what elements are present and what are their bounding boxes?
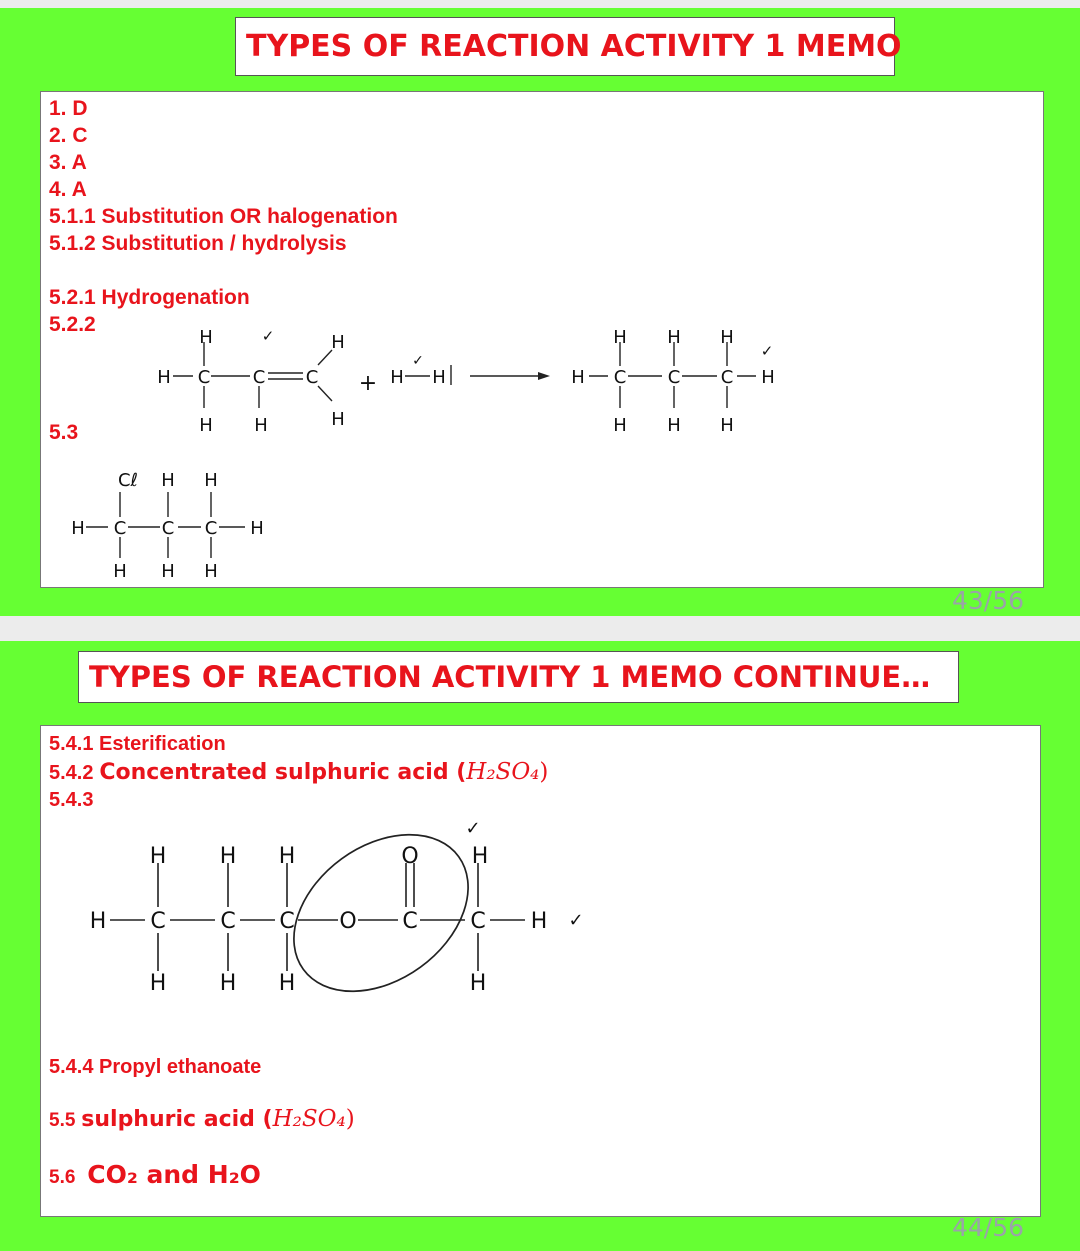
atom-h: H xyxy=(219,844,237,869)
atom-h: H xyxy=(530,909,548,934)
hydrogenation-equation xyxy=(0,8,1080,616)
atom-h: H xyxy=(149,844,167,869)
atom-c: C xyxy=(667,367,681,388)
atom-h: H xyxy=(204,561,218,582)
atom-h: H xyxy=(667,327,681,348)
atom-c: C xyxy=(305,367,319,388)
atom-o: O xyxy=(401,844,419,869)
answer-5-1-1: 5.1.1 Substitution OR halogenation xyxy=(49,205,398,228)
slide-44 xyxy=(0,641,1080,1251)
slide-title-text: TYPES OF REACTION ACTIVITY 1 MEMO CONTINUE… xyxy=(89,660,931,694)
atom-h: H xyxy=(219,971,237,996)
formula-h2so4: H₂SO₄ xyxy=(466,759,540,785)
answer-3: 3. A xyxy=(49,151,87,174)
atom-c: C xyxy=(613,367,627,388)
atom-h: H xyxy=(331,409,345,430)
answer-5-4-3: 5.4.3 xyxy=(49,789,94,811)
atom-h: H xyxy=(761,367,775,388)
answer-text: sulphuric acid ( xyxy=(81,1107,273,1132)
page-number: 44/56 xyxy=(952,1213,1025,1242)
page-number: 43/56 xyxy=(952,586,1025,615)
answer-text: CO₂ and H₂O xyxy=(87,1160,261,1189)
tick-icon: ✓ xyxy=(465,818,481,839)
atom-h: H xyxy=(199,327,213,348)
atom-h: H xyxy=(199,415,213,436)
atom-c: C xyxy=(279,909,295,934)
answer-5-4-1: 5.4.1 Esterification xyxy=(49,733,226,755)
atom-h: H xyxy=(390,367,404,388)
answer-number: 5.6 xyxy=(49,1167,76,1188)
atom-h: H xyxy=(250,518,264,539)
atom-c: C xyxy=(161,518,175,539)
answer-number: 5.5 xyxy=(49,1110,76,1131)
answer-5-3: 5.3 xyxy=(49,421,79,444)
tick-icon: ✓ xyxy=(261,327,275,345)
atom-h: H xyxy=(161,561,175,582)
atom-h: H xyxy=(720,415,734,436)
atom-c: C xyxy=(470,909,486,934)
atom-h: H xyxy=(471,844,489,869)
atom-h: H xyxy=(278,971,296,996)
atom-h: H xyxy=(149,971,167,996)
atom-h: H xyxy=(113,561,127,582)
answer-text: Concentrated sulphuric acid ( xyxy=(99,760,467,785)
formula-h2so4: H₂SO₄ xyxy=(272,1106,346,1132)
atom-h: H xyxy=(204,470,218,491)
slide-43 xyxy=(0,8,1080,616)
atom-c: C xyxy=(204,518,218,539)
answer-1: 1. D xyxy=(49,97,88,120)
atom-c: C xyxy=(113,518,127,539)
atom-cl: Cℓ xyxy=(117,470,139,491)
atom-h: H xyxy=(613,415,627,436)
plus-sign: + xyxy=(358,371,378,396)
tick-icon: ✓ xyxy=(412,353,424,369)
atom-o: O xyxy=(339,909,357,934)
atom-h: H xyxy=(571,367,585,388)
answer-2: 2. C xyxy=(49,124,88,147)
atom-h: H xyxy=(720,327,734,348)
atom-h: H xyxy=(613,327,627,348)
atom-h: H xyxy=(667,415,681,436)
atom-h: H xyxy=(71,518,85,539)
atom-h: H xyxy=(157,367,171,388)
atom-h: H xyxy=(331,332,345,353)
atom-c: C xyxy=(252,367,266,388)
answer-5-1-2: 5.1.2 Substitution / hydrolysis xyxy=(49,232,347,255)
atom-c: C xyxy=(402,909,418,934)
answer-number: 5.4.2 xyxy=(49,762,94,784)
answer-5-2-2: 5.2.2 xyxy=(49,313,96,336)
closing-paren: ) xyxy=(539,759,549,785)
tick-icon: ✓ xyxy=(760,342,774,360)
answer-4: 4. A xyxy=(49,178,87,201)
closing-paren: ) xyxy=(345,1106,355,1132)
slide-title-text: TYPES OF REACTION ACTIVITY 1 MEMO xyxy=(246,29,902,64)
answer-5-4-4: 5.4.4 Propyl ethanoate xyxy=(49,1056,262,1078)
atom-c: C xyxy=(150,909,166,934)
atom-c: C xyxy=(197,367,211,388)
atom-h: H xyxy=(278,844,296,869)
atom-h: H xyxy=(469,971,487,996)
ester-structural-formula xyxy=(0,641,1080,1251)
atom-h: H xyxy=(161,470,175,491)
answer-5-2-1: 5.2.1 Hydrogenation xyxy=(49,286,250,309)
atom-h: H xyxy=(254,415,268,436)
atom-c: C xyxy=(720,367,734,388)
tick-icon: ✓ xyxy=(568,910,584,931)
atom-c: C xyxy=(220,909,236,934)
atom-h: H xyxy=(89,909,107,934)
atom-h: H xyxy=(432,367,446,388)
